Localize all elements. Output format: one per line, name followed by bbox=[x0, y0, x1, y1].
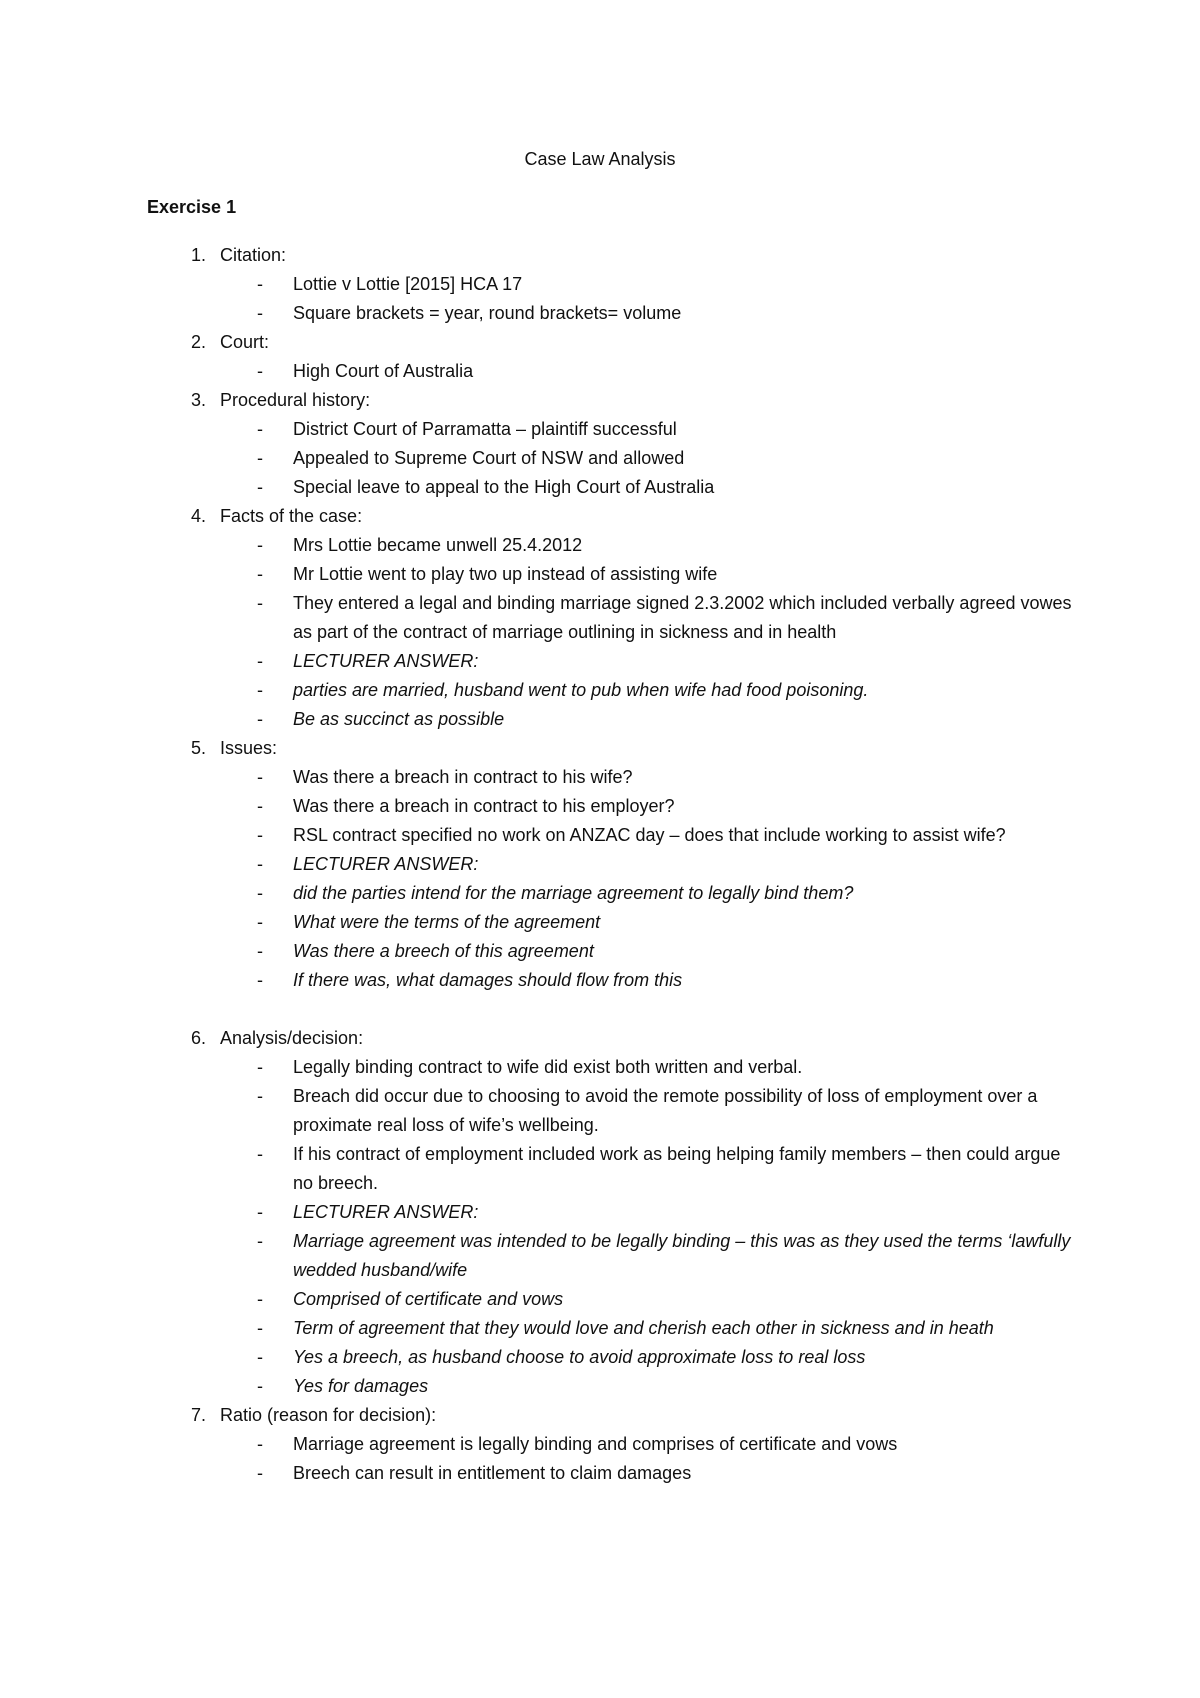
section-label: Ratio (reason for decision): bbox=[220, 1405, 437, 1425]
bullet-text: If there was, what damages should flow from this bbox=[293, 970, 683, 990]
bullet-item bbox=[0, 357, 1073, 386]
section-item bbox=[0, 328, 1200, 386]
bullet-text: Mrs Lottie became unwell 25.4.2012 bbox=[293, 535, 583, 555]
bullet-item bbox=[0, 647, 1073, 676]
bullet-text: LECTURER ANSWER: bbox=[293, 1202, 479, 1222]
bullet-text: Mr Lottie went to play two up instead of assisting wife bbox=[293, 564, 718, 584]
bullet-text: They entered a legal and binding marriage signed 2.3.2002 which included verbally agreed vowes as part of the contract of marriage outlining in sickness and in health bbox=[293, 593, 1072, 642]
bullet-list bbox=[0, 270, 1200, 328]
bullet-list bbox=[0, 415, 1200, 502]
bullet-item bbox=[0, 792, 1073, 821]
bullet-list bbox=[0, 1053, 1200, 1401]
bullet-text: If his contract of employment included work as being helping family members – then could argue no breech. bbox=[293, 1144, 1061, 1193]
dash-bullet-icon: - bbox=[257, 1057, 263, 1077]
bullet-item bbox=[0, 937, 1073, 966]
bullet-item bbox=[0, 415, 1073, 444]
dash-bullet-icon: - bbox=[257, 912, 263, 932]
bullet-text: Was there a breech of this agreement bbox=[293, 941, 594, 961]
section-item bbox=[0, 386, 1200, 502]
bullet-text: did the parties intend for the marriage agreement to legally bind them? bbox=[293, 883, 854, 903]
dash-bullet-icon: - bbox=[257, 680, 263, 700]
bullet-item bbox=[0, 879, 1073, 908]
bullet-item bbox=[0, 1430, 1073, 1459]
bullet-list bbox=[0, 763, 1200, 995]
dash-bullet-icon: - bbox=[257, 274, 263, 294]
bullet-item bbox=[0, 531, 1073, 560]
dash-bullet-icon: - bbox=[257, 1086, 263, 1106]
bullet-text: Special leave to appeal to the High Court of Australia bbox=[293, 477, 715, 497]
section-heading bbox=[0, 241, 1200, 270]
section-heading bbox=[0, 328, 1200, 357]
bullet-list bbox=[0, 531, 1200, 734]
dash-bullet-icon: - bbox=[257, 825, 263, 845]
bullet-item bbox=[0, 270, 1073, 299]
dash-bullet-icon: - bbox=[257, 1347, 263, 1367]
bullet-item bbox=[0, 299, 1073, 328]
section-heading bbox=[0, 386, 1200, 415]
dash-bullet-icon: - bbox=[257, 361, 263, 381]
dash-bullet-icon: - bbox=[257, 854, 263, 874]
dash-bullet-icon: - bbox=[257, 593, 263, 613]
section-list bbox=[0, 241, 1200, 1488]
section-item bbox=[0, 1024, 1200, 1401]
section-heading bbox=[0, 502, 1200, 531]
dash-bullet-icon: - bbox=[257, 1231, 263, 1251]
section-spacer bbox=[0, 995, 1200, 1024]
bullet-item bbox=[0, 444, 1073, 473]
dash-bullet-icon: - bbox=[257, 796, 263, 816]
dash-bullet-icon: - bbox=[257, 448, 263, 468]
bullet-text: RSL contract specified no work on ANZAC day – does that include working to assist wife? bbox=[293, 825, 1006, 845]
bullet-item bbox=[0, 908, 1073, 937]
bullet-item bbox=[0, 473, 1073, 502]
section-label: Procedural history: bbox=[220, 390, 371, 410]
dash-bullet-icon: - bbox=[257, 564, 263, 584]
bullet-item bbox=[0, 1140, 1073, 1198]
bullet-text: Was there a breach in contract to his wife? bbox=[293, 767, 633, 787]
bullet-item bbox=[0, 1082, 1073, 1140]
section-heading bbox=[0, 1024, 1200, 1053]
section-number: 7. bbox=[190, 1405, 206, 1425]
bullet-list bbox=[0, 1430, 1200, 1488]
bullet-text: What were the terms of the agreement bbox=[293, 912, 601, 932]
section-number: 1. bbox=[190, 245, 206, 265]
bullet-item bbox=[0, 705, 1073, 734]
section-label: Analysis/decision: bbox=[220, 1028, 364, 1048]
bullet-item bbox=[0, 966, 1073, 995]
bullet-item bbox=[0, 850, 1073, 879]
dash-bullet-icon: - bbox=[257, 1202, 263, 1222]
section-number: 6. bbox=[190, 1028, 206, 1048]
bullet-item bbox=[0, 1314, 1073, 1343]
bullet-text: Yes for damages bbox=[293, 1376, 429, 1396]
bullet-text: Was there a breach in contract to his employer? bbox=[293, 796, 675, 816]
dash-bullet-icon: - bbox=[257, 535, 263, 555]
dash-bullet-icon: - bbox=[257, 419, 263, 439]
bullet-item bbox=[0, 763, 1073, 792]
bullet-item bbox=[0, 676, 1073, 705]
bullet-text: Lottie v Lottie [2015] HCA 17 bbox=[293, 274, 523, 294]
bullet-text: Breech can result in entitlement to claim damages bbox=[293, 1463, 692, 1483]
dash-bullet-icon: - bbox=[257, 1289, 263, 1309]
bullet-text: Appealed to Supreme Court of NSW and allowed bbox=[293, 448, 685, 468]
bullet-item bbox=[0, 1372, 1073, 1401]
bullet-item bbox=[0, 1343, 1073, 1372]
dash-bullet-icon: - bbox=[257, 1376, 263, 1396]
bullet-text: Square brackets = year, round brackets= volume bbox=[293, 303, 682, 323]
bullet-list bbox=[0, 357, 1200, 386]
dash-bullet-icon: - bbox=[257, 303, 263, 323]
bullet-item bbox=[0, 821, 1073, 850]
bullet-text: Marriage agreement was intended to be legally binding – this was as they used the terms ‘lawfully wedded husband/wife bbox=[293, 1231, 1071, 1280]
bullet-text: Yes a breech, as husband choose to avoid approximate loss to real loss bbox=[293, 1347, 866, 1367]
bullet-text: LECTURER ANSWER: bbox=[293, 854, 479, 874]
bullet-text: parties are married, husband went to pub when wife had food poisoning. bbox=[293, 680, 869, 700]
section-number: 2. bbox=[190, 332, 206, 352]
dash-bullet-icon: - bbox=[257, 709, 263, 729]
section-number: 5. bbox=[190, 738, 206, 758]
bullet-item bbox=[0, 1227, 1073, 1285]
section-label: Issues: bbox=[220, 738, 278, 758]
dash-bullet-icon: - bbox=[257, 767, 263, 787]
section-label: Court: bbox=[220, 332, 270, 352]
bullet-text: Marriage agreement is legally binding and comprises of certificate and vows bbox=[293, 1434, 898, 1454]
exercise-heading: Exercise 1 bbox=[147, 197, 237, 217]
dash-bullet-icon: - bbox=[257, 477, 263, 497]
dash-bullet-icon: - bbox=[257, 970, 263, 990]
bullet-item bbox=[0, 589, 1073, 647]
section-label: Citation: bbox=[220, 245, 287, 265]
section-item bbox=[0, 502, 1200, 734]
dash-bullet-icon: - bbox=[257, 941, 263, 961]
dash-bullet-icon: - bbox=[257, 1144, 263, 1164]
bullet-item bbox=[0, 1285, 1073, 1314]
section-heading bbox=[0, 1401, 1200, 1430]
section-item bbox=[0, 734, 1200, 995]
bullet-text: Legally binding contract to wife did exist both written and verbal. bbox=[293, 1057, 803, 1077]
dash-bullet-icon: - bbox=[257, 883, 263, 903]
page-title: Case Law Analysis bbox=[524, 149, 676, 169]
bullet-item bbox=[0, 560, 1073, 589]
bullet-text: LECTURER ANSWER: bbox=[293, 651, 479, 671]
bullet-text: Breach did occur due to choosing to avoid the remote possibility of loss of employment over a proximate real loss of wife’s wellbeing. bbox=[293, 1086, 1038, 1135]
bullet-item bbox=[0, 1053, 1073, 1082]
bullet-item bbox=[0, 1459, 1073, 1488]
section-label: Facts of the case: bbox=[220, 506, 363, 526]
section-item bbox=[0, 1401, 1200, 1488]
section-heading bbox=[0, 734, 1200, 763]
dash-bullet-icon: - bbox=[257, 1463, 263, 1483]
dash-bullet-icon: - bbox=[257, 651, 263, 671]
bullet-text: Comprised of certificate and vows bbox=[293, 1289, 564, 1309]
bullet-item bbox=[0, 1198, 1073, 1227]
bullet-text: Be as succinct as possible bbox=[293, 709, 505, 729]
dash-bullet-icon: - bbox=[257, 1318, 263, 1338]
bullet-text: Term of agreement that they would love and cherish each other in sickness and in heath bbox=[293, 1318, 994, 1338]
section-item bbox=[0, 241, 1200, 328]
bullet-text: District Court of Parramatta – plaintiff successful bbox=[293, 419, 677, 439]
section-number: 3. bbox=[190, 390, 206, 410]
section-number: 4. bbox=[190, 506, 206, 526]
dash-bullet-icon: - bbox=[257, 1434, 263, 1454]
bullet-text: High Court of Australia bbox=[293, 361, 474, 381]
